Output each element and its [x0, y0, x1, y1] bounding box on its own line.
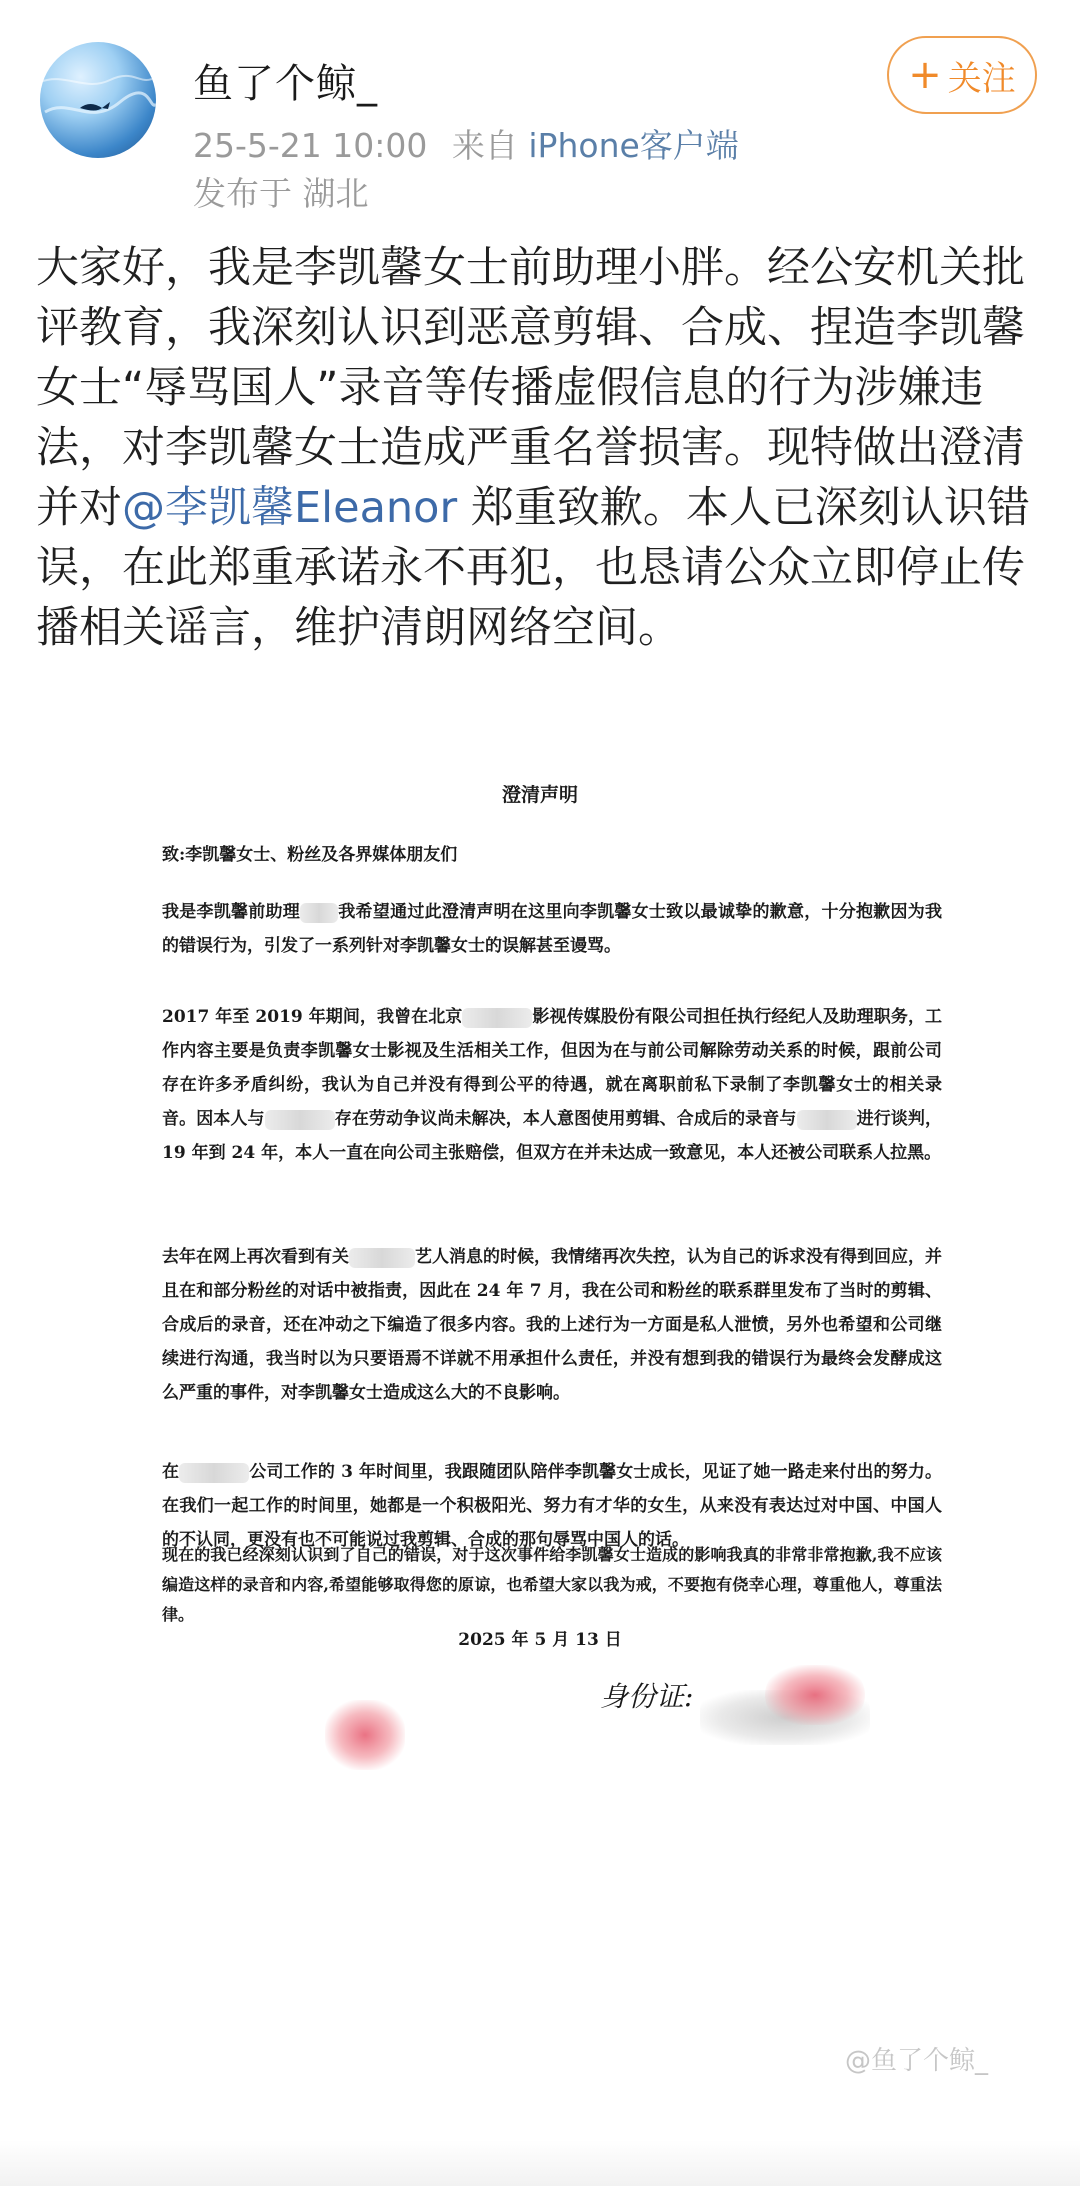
doc-text: 公司工作的 3 年时间里，我跟随团队陪伴李凯馨女士成长，见证了她一路走来付出的努力。在我们一起工作的时间里，她都是一个积极阳光、努力有才华的女生，从来没有表达过对中国、中国人的不认同，更没有也不可能说过我剪辑、合成的那句辱骂中国人的话。 [162, 1462, 942, 1550]
source-prefix: 来自 [451, 126, 518, 165]
bottom-bar [0, 2140, 1080, 2186]
redacted-company [265, 1110, 335, 1130]
redacted-company [797, 1110, 857, 1130]
doc-text: 影视传媒股份有限公司担任执行经纪人及助理职务，工作内容主要是负责李凯馨女士影视及生活相关工作，但因为在与前公司解除劳动关系的时候，跟前公司存在许多矛盾纠纷，我认为自己并没有得到公平的待遇，就在离职前私下录制了李凯馨女士的相关录音。因本人与 [162, 1007, 943, 1129]
doc-text: 进行谈判，19 年到 24 年，本人一直在向公司主张赔偿，但双方在并未达成一致意见，本人还被公司联系人拉黑。 [162, 1109, 943, 1163]
follow-button[interactable] [887, 36, 1037, 114]
doc-paragraph-2 [162, 1000, 942, 1170]
doc-text: 2017 年至 2019 年期间，我曾在北京 [162, 1007, 463, 1027]
post-body [36, 238, 1046, 658]
doc-text: 现在的我已经深刻认识到了自己的错误，对于这次事件给李凯馨女士造成的影响我真的非常非常抱歉,我不应该编造这样的录音和内容,希望能够取得您的原谅，也希望大家以我为戒，不要抱有侥幸心理，尊重他人，尊重法律。 [162, 1545, 942, 1624]
statement-image[interactable] [110, 760, 970, 1770]
doc-paragraph-3 [162, 1240, 942, 1410]
redacted-company [462, 1008, 532, 1028]
doc-paragraph-1 [162, 895, 942, 963]
id-card-label: 身份证: [600, 1680, 694, 1713]
follow-label: 关注 [947, 58, 1016, 99]
mention-link[interactable]: @李凯馨Eleanor [122, 483, 458, 533]
avatar[interactable] [40, 42, 156, 158]
redacted-stamp [765, 1665, 865, 1725]
doc-text: 我是李凯馨前助理 [162, 902, 301, 922]
doc-title: 澄清声明 [501, 784, 578, 806]
redacted-company [179, 1463, 249, 1483]
doc-text: 去年在网上再次看到有关 [162, 1247, 349, 1267]
post-meta [193, 120, 739, 167]
post-time: 25-5-21 10:00 [193, 126, 428, 165]
whale-icon [40, 42, 156, 158]
post-location: 发布于 湖北 [193, 174, 369, 213]
doc-date: 2025 年 5 月 13 日 [458, 1630, 622, 1650]
post-header [0, 0, 1080, 230]
post-text-part: 郑重致歉。本人已深刻认识错误，在此郑重承诺永不再犯，也恳请公众立即停止传播相关谣言，维护清朗网络空间。 [36, 483, 1030, 653]
source-client[interactable]: iPhone客户端 [528, 126, 739, 165]
doc-text: 我希望通过此澄清声明在这里向李凯馨女士致以最诚挚的歉意，十分抱歉因为我的错误行为，引发了一系列针对李凯馨女士的误解甚至谩骂。 [162, 902, 942, 956]
doc-text: 存在劳动争议尚未解决，本人意图使用剪辑、合成后的录音与 [334, 1109, 797, 1129]
doc-greeting: 致:李凯馨女士、粉丝及各界媒体朋友们 [162, 845, 458, 865]
redacted-company [349, 1248, 415, 1268]
plus-icon: + [908, 52, 942, 98]
weibo-watermark: @鱼了个鲸_ [845, 2046, 989, 2076]
username[interactable]: 鱼了个鲸_ [193, 61, 378, 107]
post-text-part: 大家好，我是李凯馨女士前助理小胖。经公安机关批评教育，我深刻认识到恶意剪辑、合成、捏造李凯馨女士“辱骂国人”录音等传播虚假信息的行为涉嫌违法，对李凯馨女士造成严重名誉损害。现特做出澄清并对 [36, 243, 1025, 533]
doc-paragraph-5 [162, 1540, 942, 1630]
redacted-name [300, 903, 338, 923]
redacted-signature [325, 1700, 405, 1770]
doc-text: 艺人消息的时候，我情绪再次失控，认为自己的诉求没有得到回应，并且在和部分粉丝的对话中被指责，因此在 24 年 7 月，我在公司和粉丝的联系群里发布了当时的剪辑、合成后的录音，还在冲动之下编造了很多内容。我的上述行为一方面是私人泄愤，另外也希望和公司继续进行沟通，我当时以为只要语焉不详就不用承担什么责任，并没有想到我的错误行为最终会发酵成这么严重的事件，对李凯馨女士造成这么大的不良影响。 [162, 1247, 942, 1403]
doc-text: 在 [162, 1462, 180, 1482]
